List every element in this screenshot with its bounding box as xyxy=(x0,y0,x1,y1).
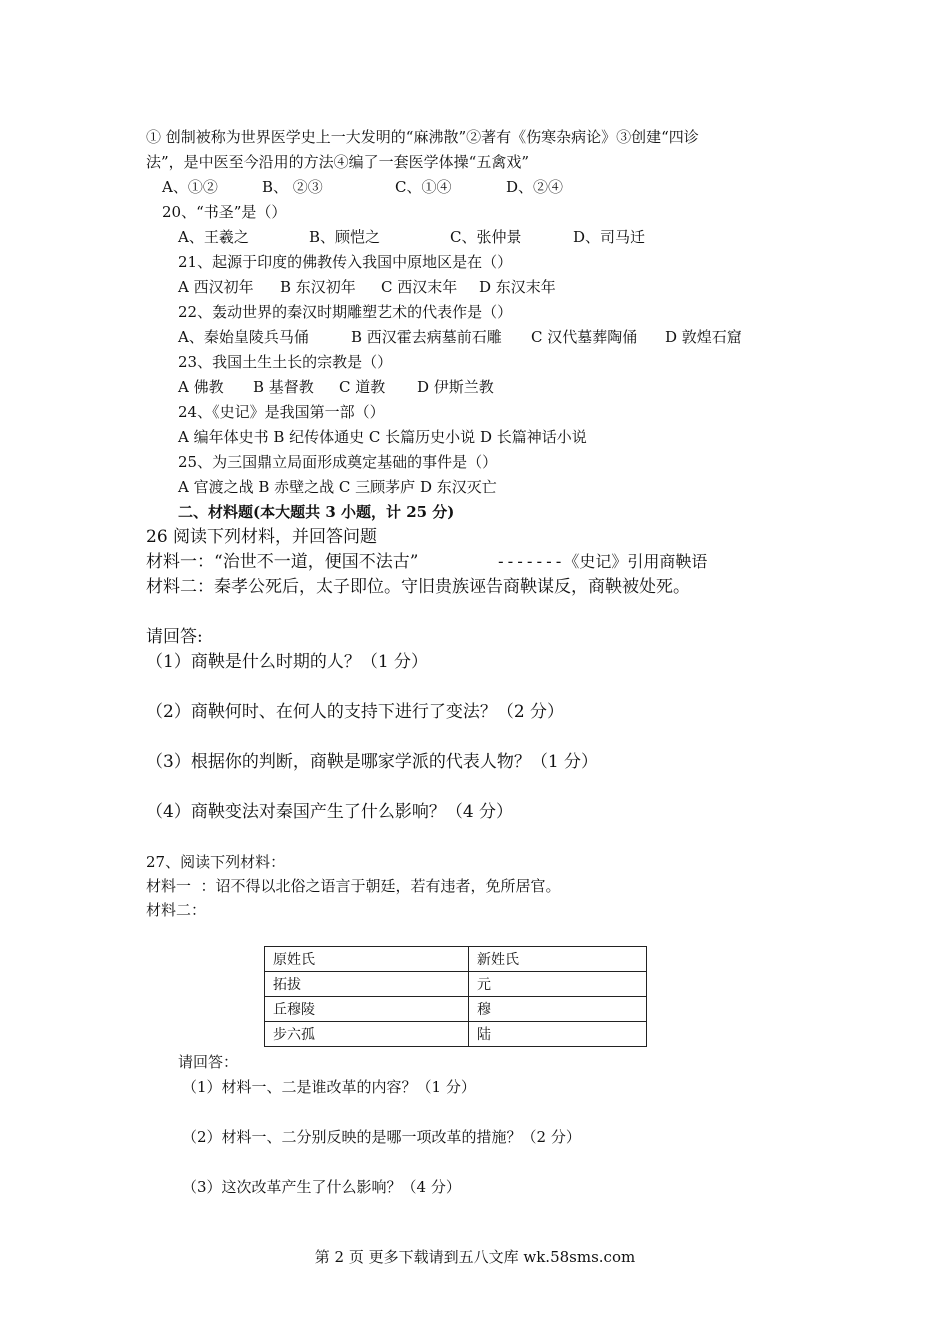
q27-material1: 材料一 ：诏不得以北俗之语言于朝廷，若有违者，免所居官。 xyxy=(146,877,561,895)
q26-prompt: 请回答: xyxy=(146,627,203,647)
table-cell: 陆 xyxy=(469,1022,647,1047)
table-row xyxy=(265,1022,647,1047)
surname-table xyxy=(264,946,647,1047)
q24-stem: 24、《史记》是我国第一部（） xyxy=(178,403,385,421)
section2-heading: 二、材料题(本大题共 3 小题，计 25 分) xyxy=(178,503,455,521)
q21-stem: 21、起源于印度的佛教传入我国中原地区是在（） xyxy=(178,253,513,271)
q26-sub1: （1）商鞅是什么时期的人？（1 分） xyxy=(146,652,429,672)
q22-stem: 22、轰动世界的秦汉时期雕塑艺术的代表作是（） xyxy=(178,303,513,321)
q22-option-d: D 敦煌石窟 xyxy=(665,328,742,346)
q19-option-c: C、①④ xyxy=(395,178,452,196)
q22-option-c: C 汉代墓葬陶俑 xyxy=(531,328,638,346)
q19-line1: ① 创制被称为世界医学史上一大发明的“麻沸散”②著有《伤寒杂病论》③创建“四诊 xyxy=(146,128,699,146)
table-cell: 穆 xyxy=(469,997,647,1022)
q21-option-d: D 东汉末年 xyxy=(479,278,556,296)
q25-stem: 25、为三国鼎立局面形成奠定基础的事件是（） xyxy=(178,453,498,471)
q19-option-d: D、②④ xyxy=(506,178,564,196)
q26-sub2: （2）商鞅何时、在何人的支持下进行了变法？（2 分） xyxy=(146,702,565,722)
q26-material2: 材料二：秦孝公死后，太子即位。守旧贵族诬告商鞅谋反，商鞅被处死。 xyxy=(146,577,690,597)
q23-option-c: C 道教 xyxy=(339,378,386,396)
q21-option-c: C 西汉末年 xyxy=(381,278,458,296)
q19-line2: 法”，是中医至今沿用的方法④编了一套医学体操“五禽戏” xyxy=(146,153,530,171)
table-cell: 元 xyxy=(469,972,647,997)
q19-option-a: A、①② xyxy=(162,178,218,196)
table-cell: 拓拔 xyxy=(265,972,469,997)
q23-option-a: A 佛教 xyxy=(178,378,224,396)
q21-option-b: B 东汉初年 xyxy=(280,278,356,296)
q26-material1: 材料一：“治世不一道，便国不法古” xyxy=(146,552,419,572)
q23-option-d: D 伊斯兰教 xyxy=(417,378,494,396)
q26-sub3: （3）根据你的判断，商鞅是哪家学派的代表人物？（1 分） xyxy=(146,752,599,772)
table-header-cell: 新姓氏 xyxy=(469,947,647,972)
q20-option-a: A、王羲之 xyxy=(178,228,249,246)
q22-option-a: A、秦始皇陵兵马俑 xyxy=(178,328,309,346)
q26-material1-source: -------《史记》引用商鞅语 xyxy=(496,552,708,571)
q23-stem: 23、我国土生土长的宗教是（） xyxy=(178,353,393,371)
q27-sub3: （3）这次改革产生了什么影响？（4 分） xyxy=(182,1178,461,1196)
q27-sub2: （2）材料一、二分别反映的是哪一项改革的措施？（2 分） xyxy=(182,1128,581,1146)
q19-option-b: B、 ②③ xyxy=(262,178,323,196)
q20-stem: 20、“书圣”是（） xyxy=(162,203,287,221)
q26-sub4: （4）商鞅变法对秦国产生了什么影响？（4 分） xyxy=(146,802,514,822)
table-cell: 丘穆陵 xyxy=(265,997,469,1022)
q23-option-b: B 基督教 xyxy=(253,378,314,396)
q27-prompt: 请回答： xyxy=(178,1053,239,1071)
q20-option-d: D、司马迁 xyxy=(573,228,646,246)
q27-intro: 27、阅读下列材料： xyxy=(146,853,286,871)
table-row xyxy=(265,972,647,997)
page-footer: 第 2 页 更多下载请到五八文库 wk.58sms.com xyxy=(314,1248,636,1266)
q20-option-b: B、顾恺之 xyxy=(309,228,381,246)
q24-options: A 编年体史书 B 纪传体通史 C 长篇历史小说 D 长篇神话小说 xyxy=(178,428,587,446)
table-header-cell: 原姓氏 xyxy=(265,947,469,972)
q27-material2-label: 材料二： xyxy=(146,901,207,919)
q25-options: A 官渡之战 B 赤壁之战 C 三顾茅庐 D 东汉灭亡 xyxy=(178,478,497,496)
q26-intro: 26 阅读下列材料，并回答问题 xyxy=(146,527,378,547)
q22-option-b: B 西汉霍去病墓前石雕 xyxy=(351,328,502,346)
q27-sub1: （1）材料一、二是谁改革的内容？（1 分） xyxy=(182,1078,476,1096)
q21-option-a: A 西汉初年 xyxy=(178,278,254,296)
q20-option-c: C、张仲景 xyxy=(450,228,522,246)
table-cell: 步六孤 xyxy=(265,1022,469,1047)
table-row xyxy=(265,997,647,1022)
table-header-row xyxy=(265,947,647,972)
